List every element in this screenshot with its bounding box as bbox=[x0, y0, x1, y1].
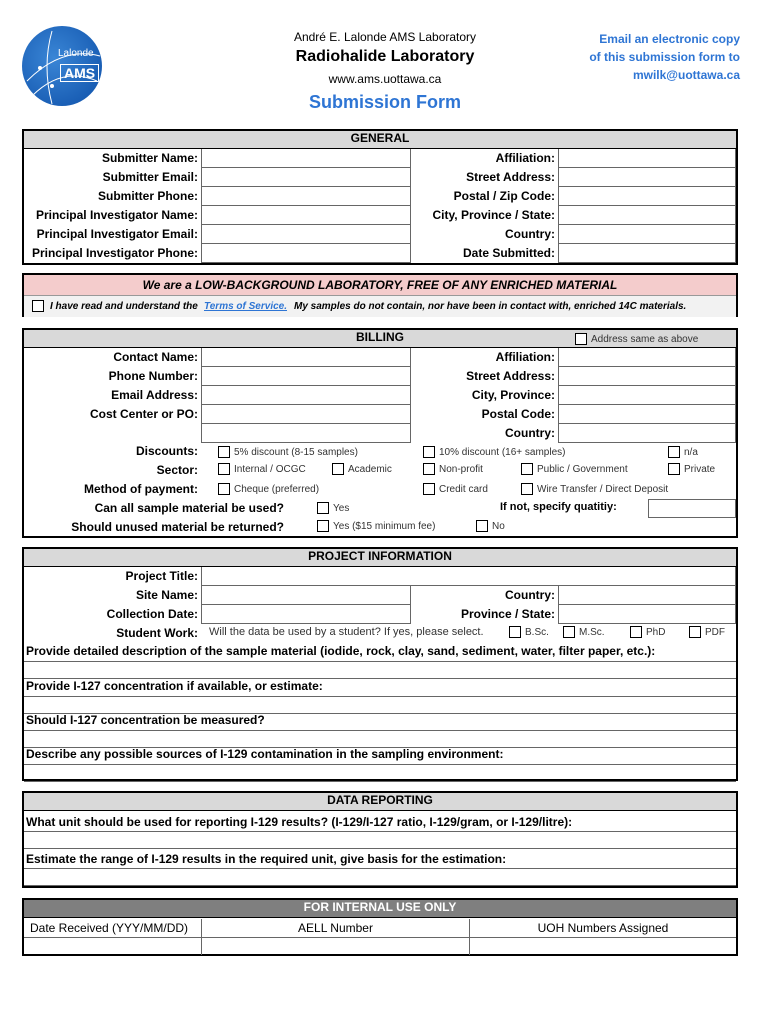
general-label: Affiliation: bbox=[495, 151, 555, 165]
general-label: Submitter Phone: bbox=[97, 189, 198, 203]
billing-label: Postal Code: bbox=[481, 407, 555, 421]
payment-checkbox[interactable] bbox=[423, 483, 435, 495]
returned-no-label: No bbox=[492, 521, 505, 532]
discount-option-label: 10% discount (16+ samples) bbox=[439, 447, 566, 458]
returned-yes-checkbox[interactable] bbox=[317, 520, 329, 532]
email-line-1: Email an electronic copy bbox=[599, 32, 740, 46]
project-answer-field[interactable] bbox=[24, 764, 736, 782]
general-field[interactable] bbox=[558, 149, 736, 168]
project-question: Should I-127 concentration be measured? bbox=[26, 713, 265, 727]
general-label: Postal / Zip Code: bbox=[453, 189, 555, 203]
sector-option-label: Internal / OCGC bbox=[234, 464, 306, 475]
general-field[interactable] bbox=[201, 244, 411, 263]
general-field[interactable] bbox=[201, 187, 411, 206]
same-address-checkbox[interactable] bbox=[575, 333, 587, 345]
billing-label: Street Address: bbox=[466, 369, 555, 383]
general-label: Submitter Email: bbox=[102, 170, 198, 184]
reporting-question-range: Estimate the range of I-129 results in the required unit, give basis for the estimation: bbox=[26, 852, 507, 866]
general-field[interactable] bbox=[558, 244, 736, 263]
returned-no-checkbox[interactable] bbox=[476, 520, 488, 532]
discount-checkbox[interactable] bbox=[668, 446, 680, 458]
payment-option-label: Cheque (preferred) bbox=[234, 484, 320, 495]
project-label: Province / State: bbox=[460, 607, 555, 621]
degree-checkbox[interactable] bbox=[689, 626, 701, 638]
project-field[interactable] bbox=[558, 586, 736, 605]
general-label: Street Address: bbox=[466, 170, 555, 184]
ack-row bbox=[24, 295, 736, 317]
returned-yes-label: Yes ($15 minimum fee) bbox=[333, 521, 436, 532]
uoh-numbers-field[interactable] bbox=[470, 938, 736, 955]
project-label: Country: bbox=[505, 588, 555, 602]
billing-label: Email Address: bbox=[111, 388, 198, 402]
ack-prefix: I have read and understand the bbox=[50, 301, 198, 312]
email-instructions bbox=[589, 30, 740, 84]
project-field[interactable] bbox=[201, 567, 736, 586]
returned-label: Should unused material be returned? bbox=[71, 520, 284, 534]
degree-checkbox[interactable] bbox=[563, 626, 575, 638]
general-field[interactable] bbox=[201, 168, 411, 187]
general-label: Submitter Name: bbox=[101, 151, 198, 165]
terms-of-service-link[interactable]: Terms of Service. bbox=[204, 301, 288, 312]
billing-label: Contact Name: bbox=[113, 350, 198, 364]
project-answer-field[interactable] bbox=[24, 696, 736, 714]
lab-name: André E. Lalonde AMS Laboratory bbox=[293, 30, 477, 44]
all-used-yes-checkbox[interactable] bbox=[317, 502, 329, 514]
billing-label: City, Province: bbox=[471, 388, 555, 402]
email-address-link[interactable]: mwilk@uottawa.ca bbox=[632, 68, 740, 82]
lab-subname: Radiohalide Laboratory bbox=[295, 48, 475, 65]
general-field[interactable] bbox=[558, 168, 736, 187]
sector-option-label: Public / Government bbox=[537, 464, 628, 475]
billing-title: BILLING bbox=[24, 330, 736, 348]
reporting-answer-unit[interactable] bbox=[24, 831, 736, 849]
ack-suffix: My samples do not contain, nor have been in contact with, enriched 14C materials. bbox=[294, 301, 687, 312]
sector-checkbox[interactable] bbox=[668, 463, 680, 475]
project-label: Project Title: bbox=[125, 569, 198, 583]
payment-label: Method of payment: bbox=[84, 482, 198, 496]
project-field[interactable] bbox=[201, 605, 411, 624]
payment-checkbox[interactable] bbox=[521, 483, 533, 495]
billing-label: Affiliation: bbox=[495, 350, 555, 364]
project-field[interactable] bbox=[201, 586, 411, 605]
general-label: Principal Investigator Email: bbox=[36, 227, 198, 241]
billing-label: Phone Number: bbox=[108, 369, 198, 383]
reporting-section bbox=[22, 791, 738, 888]
date-received-field[interactable] bbox=[24, 938, 202, 955]
general-label: City, Province / State: bbox=[432, 208, 555, 222]
general-field[interactable] bbox=[201, 225, 411, 244]
project-title: PROJECT INFORMATION bbox=[24, 549, 736, 567]
billing-field[interactable] bbox=[201, 405, 411, 424]
general-label: Principal Investigator Name: bbox=[35, 208, 198, 222]
billing-field[interactable] bbox=[201, 424, 411, 443]
ack-checkbox[interactable] bbox=[32, 300, 44, 312]
billing-field[interactable] bbox=[201, 386, 411, 405]
billing-field[interactable] bbox=[201, 348, 411, 367]
quantity-label: If not, specify quatitiy: bbox=[500, 501, 617, 513]
sector-label: Sector: bbox=[156, 463, 198, 477]
degree-label: B.Sc. bbox=[525, 627, 549, 638]
billing-field[interactable] bbox=[558, 424, 736, 443]
billing-field[interactable] bbox=[558, 405, 736, 424]
logo-text-top: Lalonde bbox=[58, 48, 94, 59]
project-label: Collection Date: bbox=[106, 607, 198, 621]
general-label: Principal Investigator Phone: bbox=[31, 246, 198, 260]
degree-label: PDF bbox=[705, 627, 725, 638]
all-used-yes-label: Yes bbox=[333, 503, 350, 514]
project-label: Site Name: bbox=[135, 588, 198, 602]
general-field[interactable] bbox=[558, 225, 736, 244]
billing-field[interactable] bbox=[558, 367, 736, 386]
date-received-header: Date Received (YYY/MM/DD) bbox=[24, 919, 202, 938]
general-field[interactable] bbox=[558, 206, 736, 225]
uoh-numbers-header: UOH Numbers Assigned bbox=[470, 919, 736, 938]
reporting-question-unit: What unit should be used for reporting I-129 results? (I-129/I-127 ratio, I-129/gram, or I-129/litre): bbox=[26, 815, 573, 829]
lab-notice-section bbox=[22, 273, 738, 317]
payment-checkbox[interactable] bbox=[218, 483, 230, 495]
project-field[interactable] bbox=[558, 605, 736, 624]
all-used-label: Can all sample material be used? bbox=[94, 501, 284, 515]
project-question: Provide I-127 concentration if available, or estimate: bbox=[26, 679, 323, 693]
general-label: Country: bbox=[505, 227, 555, 241]
degree-label: PhD bbox=[646, 627, 666, 638]
form-title: Submission Form bbox=[308, 92, 461, 112]
project-question: Describe any possible sources of I-129 contamination in the sampling environment: bbox=[26, 747, 504, 761]
billing-field[interactable] bbox=[558, 386, 736, 405]
aell-number-field[interactable] bbox=[202, 938, 470, 955]
billing-label: Country: bbox=[505, 426, 555, 440]
same-address-label: Address same as above bbox=[591, 334, 699, 345]
reporting-title: DATA REPORTING bbox=[24, 793, 736, 811]
sector-checkbox[interactable] bbox=[332, 463, 344, 475]
sector-option-label: Academic bbox=[348, 464, 392, 475]
discount-checkbox[interactable] bbox=[423, 446, 435, 458]
website: www.ams.uottawa.ca bbox=[328, 72, 442, 86]
quantity-field[interactable] bbox=[648, 499, 736, 518]
degree-label: M.Sc. bbox=[579, 627, 605, 638]
project-answer-field[interactable] bbox=[24, 730, 736, 748]
aell-number-header: AELL Number bbox=[202, 919, 470, 938]
general-field[interactable] bbox=[201, 149, 411, 168]
project-answer-field[interactable] bbox=[24, 661, 736, 679]
logo-text-main: AMS bbox=[60, 64, 99, 82]
reporting-answer-range[interactable] bbox=[24, 868, 736, 886]
sector-option-label: Private bbox=[684, 464, 716, 475]
sector-option-label: Non-profit bbox=[439, 464, 483, 475]
student-question: Will the data be used by a student? If yes, please select. bbox=[209, 626, 484, 638]
sector-checkbox[interactable] bbox=[423, 463, 435, 475]
sector-checkbox[interactable] bbox=[521, 463, 533, 475]
discount-option-label: n/a bbox=[684, 447, 698, 458]
internal-section bbox=[22, 898, 738, 956]
billing-field[interactable] bbox=[558, 348, 736, 367]
payment-option-label: Credit card bbox=[439, 484, 488, 495]
degree-checkbox[interactable] bbox=[630, 626, 642, 638]
discount-checkbox[interactable] bbox=[218, 446, 230, 458]
project-label: Student Work: bbox=[116, 626, 198, 640]
discount-option-label: 5% discount (8-15 samples) bbox=[234, 447, 358, 458]
discounts-label: Discounts: bbox=[135, 444, 198, 458]
billing-field[interactable] bbox=[201, 367, 411, 386]
payment-option-label: Wire Transfer / Direct Deposit bbox=[537, 484, 669, 495]
sector-checkbox[interactable] bbox=[218, 463, 230, 475]
degree-checkbox[interactable] bbox=[509, 626, 521, 638]
lab-notice-title: We are a LOW-BACKGROUND LABORATORY, FREE OF ANY ENRICHED MATERIAL bbox=[142, 278, 618, 292]
general-title: GENERAL bbox=[24, 131, 736, 149]
billing-label: Cost Center or PO: bbox=[89, 407, 198, 421]
general-label: Date Submitted: bbox=[462, 246, 555, 260]
general-field[interactable] bbox=[201, 206, 411, 225]
general-field[interactable] bbox=[558, 187, 736, 206]
internal-title: FOR INTERNAL USE ONLY bbox=[24, 900, 736, 918]
project-question: Provide detailed description of the sample material (iodide, rock, clay, sand, sediment, water, filter paper, etc.): bbox=[26, 644, 656, 658]
email-line-2: of this submission form to bbox=[589, 50, 740, 64]
